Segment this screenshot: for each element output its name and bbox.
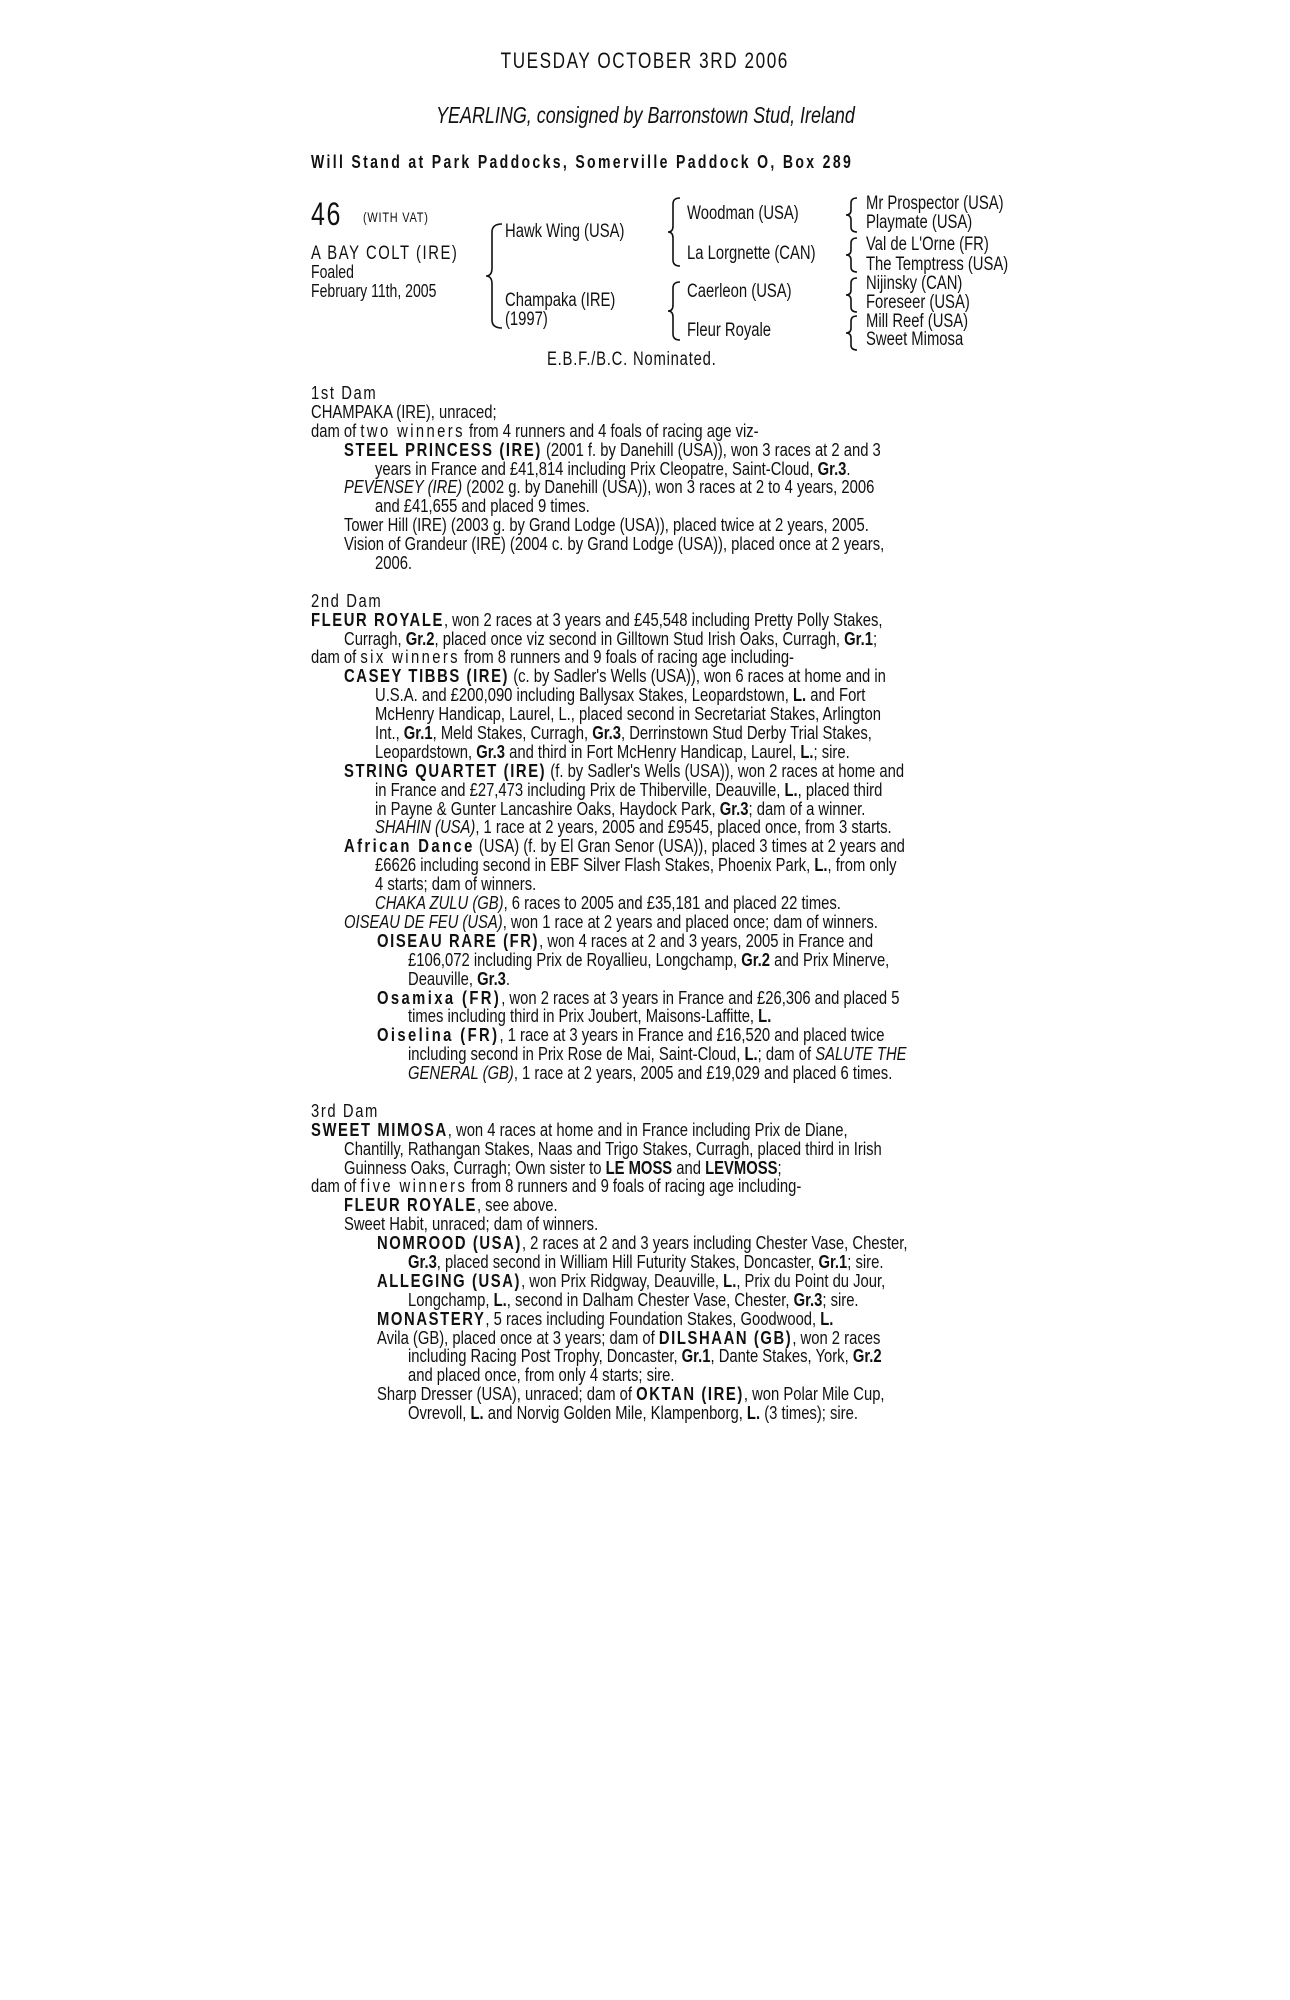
second-dam-line: Oiselina (FR), 1 race at 3 years in France and £16,520 and placed twice bbox=[377, 1024, 885, 1046]
lot-number: 46 bbox=[311, 196, 342, 232]
first-dam-line: Tower Hill (IRE) (2003 g. by Grand Lodge (USA)), placed twice at 2 years, 2005. bbox=[344, 514, 869, 536]
second-dam-line: African Dance (USA) (f. by El Gran Senor (USA)), placed 3 times at 2 years and bbox=[344, 835, 905, 857]
second-dam-line: including second in Prix Rose de Mai, Saint-Cloud, L.; dam of SALUTE THE bbox=[408, 1043, 907, 1065]
first-dam-line: CHAMPAKA (IRE), unraced; bbox=[311, 400, 497, 422]
third-dam-line: Longchamp, L., second in Dalham Chester Vase, Chester, Gr.3; sire. bbox=[408, 1288, 859, 1310]
produce-record bbox=[311, 384, 1031, 1423]
third-dam-line: and placed once, from only 4 starts; sire. bbox=[408, 1364, 675, 1386]
pedigree-brace-g56 bbox=[844, 276, 860, 314]
pedigree-brace-main bbox=[484, 222, 506, 330]
second-dam-line: CHAKA ZULU (GB), 6 races to 2005 and £35,181 and placed 22 times. bbox=[375, 892, 841, 914]
second-dam-line: McHenry Handicap, Laurel, L., placed second in Secretariat Stakes, Arlington bbox=[375, 703, 881, 725]
first-dam-line: and £41,655 and placed 9 times. bbox=[375, 495, 590, 517]
second-dam-line: times including third in Prix Joubert, Maisons-Laffitte, L. bbox=[408, 1005, 772, 1027]
first-dam-heading: 1st Dam bbox=[311, 382, 378, 403]
second-dam-line: Leopardstown, Gr.3 and third in Fort McHenry Handicap, Laurel, L.; sire. bbox=[375, 740, 850, 762]
third-dam-line: Sweet Habit, unraced; dam of winners. bbox=[344, 1213, 599, 1235]
second-dam-line: in France and £27,473 including Prix de Thiberville, Deauville, L., placed third bbox=[375, 778, 883, 800]
first-dam-line: 2006. bbox=[375, 552, 413, 574]
second-dam-line: Curragh, Gr.2, placed once viz second in Gilltown Stud Irish Oaks, Curragh, Gr.1; bbox=[344, 627, 878, 649]
third-dam-line: Sharp Dresser (USA), unraced; dam of OKTAN (IRE), won Polar Mile Cup, bbox=[377, 1383, 885, 1405]
first-dam-line: dam of two winners from 4 runners and 4 foals of racing age viz- bbox=[311, 419, 759, 441]
pedigree-sire: Hawk Wing (USA) bbox=[505, 221, 625, 242]
second-dam-line: dam of six winners from 8 runners and 9 foals of racing age including- bbox=[311, 646, 794, 668]
second-dam-line: U.S.A. and £200,090 including Ballysax Stakes, Leopardstown, L. and Fort bbox=[375, 684, 866, 706]
second-dam-line: Int., Gr.1, Meld Stakes, Curragh, Gr.3, Derrinstown Stud Derby Trial Stakes, bbox=[375, 722, 872, 744]
second-dam-line: Deauville, Gr.3. bbox=[408, 967, 511, 989]
second-dam-line: OISEAU DE FEU (USA), won 1 race at 2 years and placed once; dam of winners. bbox=[344, 910, 878, 932]
second-dam-line: SHAHIN (USA), 1 race at 2 years, 2005 and £9545, placed once, from 3 starts. bbox=[375, 816, 892, 838]
second-dam-line: Osamixa (FR), won 2 races at 3 years in France and £26,306 and placed 5 bbox=[377, 986, 900, 1008]
third-dam-line: Ovrevoll, L. and Norvig Golden Mile, Klampenborg, L. (3 times); sire. bbox=[408, 1402, 858, 1424]
third-dam-line: MONASTERY, 5 races including Foundation Stakes, Goodwood, L. bbox=[377, 1307, 834, 1329]
second-dam-line: in Payne & Gunter Lancashire Oaks, Haydock Park, Gr.3; dam of a winner. bbox=[375, 797, 866, 819]
pedigree-brace-sire bbox=[666, 196, 684, 268]
first-dam-line: PEVENSEY (IRE) (2002 g. by Danehill (USA)), won 3 races at 2 to 4 years, 2006 bbox=[344, 476, 875, 498]
third-dam-line: Gr.3, placed second in William Hill Futurity Stakes, Doncaster, Gr.1; sire. bbox=[408, 1250, 884, 1272]
pedigree-dam: Champaka (IRE) bbox=[505, 290, 616, 311]
second-dam-heading: 2nd Dam bbox=[311, 589, 383, 611]
second-dam-line: STRING QUARTET (IRE) (f. by Sadler's Wells (USA)), won 2 races at home and bbox=[344, 759, 905, 781]
third-dam-line: dam of five winners from 8 runners and 9 foals of racing age including- bbox=[311, 1175, 802, 1197]
second-dam-line: GENERAL (GB), 1 race at 2 years, 2005 and £19,029 and placed 6 times. bbox=[408, 1062, 893, 1084]
first-dam-line: years in France and £41,814 including Prix Cleopatre, Saint-Cloud, Gr.3. bbox=[375, 457, 851, 479]
stand-location: Will Stand at Park Paddocks, Somerville Paddock O, Box 289 bbox=[311, 152, 854, 172]
foaled-date: February 11th, 2005 bbox=[311, 281, 437, 301]
second-dam-line: OISEAU RARE (FR), won 4 races at 2 and 3 years, 2005 in France and bbox=[377, 929, 874, 951]
second-dam-line: FLEUR ROYALE, won 2 races at 3 years and £45,548 including Pretty Polly Stakes, bbox=[311, 608, 883, 630]
second-dam-line: £6626 including second in EBF Silver Flash Stakes, Phoenix Park, L., from only bbox=[375, 854, 897, 876]
nomination-note: E.B.F./B.C. Nominated. bbox=[547, 349, 717, 370]
third-dam-line: Avila (GB), placed once at 3 years; dam of DILSHAAN (GB), won 2 races bbox=[377, 1326, 881, 1348]
pedigree-brace-dam bbox=[666, 280, 684, 342]
first-dam-line: Vision of Grandeur (IRE) (2004 c. by Grand Lodge (USA)), placed once at 2 years, bbox=[344, 533, 885, 555]
third-dam-line: SWEET MIMOSA, won 4 races at home and in France including Prix de Diane, bbox=[311, 1118, 848, 1140]
third-dam-line: Guinness Oaks, Curragh; Own sister to LE MOSS and LEVMOSS; bbox=[344, 1156, 782, 1178]
pedigree-dam-year: (1997) bbox=[505, 309, 548, 330]
lot-description: A BAY COLT (IRE) bbox=[311, 243, 459, 264]
pedigree-dam-sire: Caerleon (USA) bbox=[687, 281, 792, 302]
pedigree-g5: Nijinsky (CAN) bbox=[866, 273, 963, 294]
second-dam-line: £106,072 including Prix de Royallieu, Longchamp, Gr.2 and Prix Minerve, bbox=[408, 948, 890, 970]
pedigree-g7: Mill Reef (USA) bbox=[866, 311, 969, 332]
pedigree-g1: Mr Prospector (USA) bbox=[866, 193, 1004, 214]
third-dam-line: FLEUR ROYALE, see above. bbox=[344, 1194, 558, 1216]
third-dam-line: ALLEGING (USA), won Prix Ridgway, Deauville, L., Prix du Point du Jour, bbox=[377, 1269, 886, 1291]
third-dam-heading: 3rd Dam bbox=[311, 1099, 379, 1121]
first-dam-line: STEEL PRINCESS (IRE) (2001 f. by Danehill (USA)), won 3 races at 2 and 3 bbox=[344, 438, 881, 460]
consignment-line: YEARLING, consigned by Barronstown Stud, Ireland bbox=[435, 102, 855, 128]
pedigree-g8: Sweet Mimosa bbox=[866, 329, 964, 350]
third-dam-line: NOMROOD (USA), 2 races at 2 and 3 years including Chester Vase, Chester, bbox=[377, 1232, 908, 1254]
pedigree-g4: The Temptress (USA) bbox=[866, 254, 1009, 275]
second-dam-line: CASEY TIBBS (IRE) (c. by Sadler's Wells (USA)), won 6 races at home and in bbox=[344, 665, 886, 687]
pedigree-brace-g78 bbox=[844, 314, 860, 352]
pedigree-brace-g12 bbox=[844, 196, 860, 234]
pedigree-sire-dam: La Lorgnette (CAN) bbox=[687, 243, 816, 264]
pedigree-dam-dam: Fleur Royale bbox=[687, 320, 772, 341]
pedigree-g3: Val de L'Orne (FR) bbox=[866, 234, 989, 255]
pedigree-sire-sire: Woodman (USA) bbox=[687, 203, 799, 224]
lot-vat-note: (WITH VAT) bbox=[363, 209, 429, 225]
pedigree-g2: Playmate (USA) bbox=[866, 212, 973, 233]
foaled-label: Foaled bbox=[311, 262, 354, 282]
sale-date: TUESDAY OCTOBER 3RD 2006 bbox=[500, 48, 790, 73]
third-dam-line: Chantilly, Rathangan Stakes, Naas and Trigo Stakes, Curragh, placed third in Irish bbox=[344, 1137, 882, 1159]
third-dam-line: including Racing Post Trophy, Doncaster, Gr.1, Dante Stakes, York, Gr.2 bbox=[408, 1345, 882, 1367]
second-dam-line: 4 starts; dam of winners. bbox=[375, 873, 537, 895]
pedigree-g6: Foreseer (USA) bbox=[866, 292, 970, 313]
